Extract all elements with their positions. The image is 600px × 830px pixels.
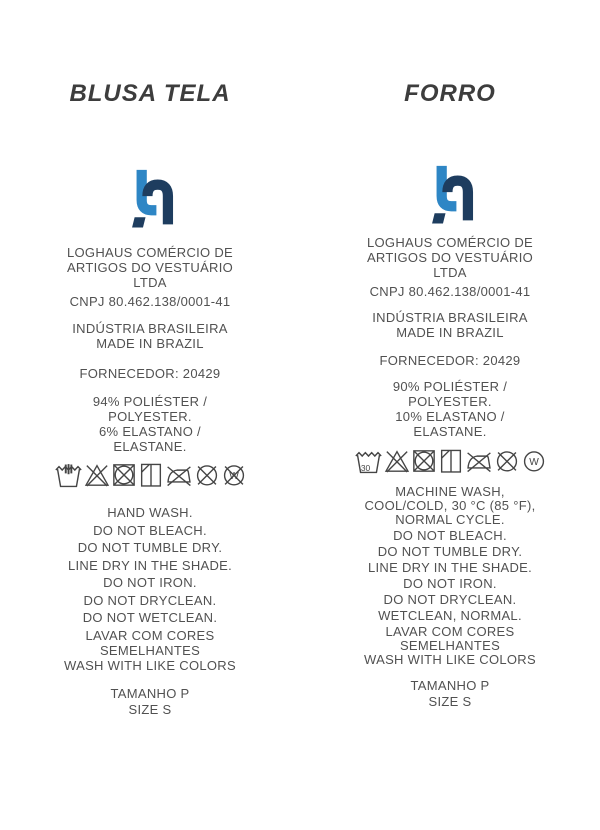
company-line: LOGHAUS COMÉRCIO DE	[66, 245, 234, 260]
do-not-dryclean-icon	[494, 448, 520, 474]
composition-line: 6% ELASTANO /	[99, 424, 201, 439]
do-not-dryclean-icon	[194, 462, 220, 488]
company-line: LTDA	[433, 265, 467, 280]
logo-navy-foot	[432, 213, 445, 223]
size-line: TAMANHO P	[110, 685, 190, 701]
care-symbols-row	[54, 459, 247, 491]
company-line: ARTIGOS DO VESTUÁRIO	[366, 250, 534, 265]
loghaus-logo	[418, 160, 482, 232]
size-line: SIZE S	[128, 701, 172, 717]
composition-line: 10% ELASTANO /	[395, 409, 505, 424]
care-symbols-row	[354, 445, 547, 477]
company-name	[325, 235, 575, 280]
label-column-forro	[300, 0, 600, 830]
care-line: WETCLEAN, NORMAL.	[378, 608, 522, 623]
company-line: ARTIGOS DO VESTUÁRIO	[66, 260, 234, 275]
do-not-bleach-icon	[84, 462, 110, 488]
care-line: DO NOT IRON.	[403, 576, 497, 591]
care-line: WASH WITH LIKE COLORS	[364, 652, 536, 667]
care-line: DO NOT IRON.	[103, 575, 197, 590]
line-dry-in-shade-icon	[438, 448, 464, 474]
do-not-tumble-dry-icon	[111, 462, 137, 488]
care-line: DO NOT BLEACH.	[393, 528, 507, 543]
origin-line: INDÚSTRIA BRASILEIRA	[72, 321, 228, 336]
care-line: LINE DRY IN THE SHADE.	[67, 557, 233, 573]
care-line: SEMELHANTES	[399, 638, 501, 653]
care-line: SEMELHANTES	[99, 642, 201, 658]
label-title: FORRO	[404, 80, 496, 107]
do-not-iron-icon	[465, 448, 493, 474]
wetclean-normal-icon	[521, 448, 547, 474]
composition-line: ELASTANE.	[113, 439, 187, 454]
company-line: LOGHAUS COMÉRCIO DE	[366, 235, 534, 250]
hand-wash-icon	[54, 462, 83, 489]
composition-line: ELASTANE.	[413, 424, 487, 439]
care-instructions	[25, 505, 275, 673]
do-not-tumble-dry-icon	[411, 448, 437, 474]
do-not-iron-icon	[165, 462, 193, 488]
care-line: MACHINE WASH,	[395, 484, 505, 499]
supplier-code: FORNECEDOR: 20429	[79, 366, 221, 381]
origin-text	[25, 321, 275, 351]
care-line: HAND WASH.	[107, 505, 193, 520]
care-line: NORMAL CYCLE.	[395, 512, 505, 527]
composition-line: 90% POLIÉSTER /	[392, 379, 508, 394]
care-line: DO NOT DRYCLEAN.	[383, 592, 517, 607]
loghaus-logo	[118, 164, 182, 236]
origin-line: MADE IN BRAZIL	[396, 325, 504, 340]
care-instructions	[325, 485, 575, 667]
care-line: DO NOT TUMBLE DRY.	[377, 544, 523, 559]
care-line: LINE DRY IN THE SHADE.	[367, 560, 533, 575]
care-line: LAVAR COM CORES	[385, 624, 515, 639]
logo-navy-foot	[132, 217, 145, 227]
company-name	[25, 245, 275, 290]
composition-line: POLYESTER.	[108, 409, 192, 424]
size-info	[325, 678, 575, 710]
size-line: SIZE S	[428, 694, 472, 709]
company-cnpj: CNPJ 80.462.138/0001-41	[369, 284, 531, 299]
composition-line: POLYESTER.	[408, 394, 492, 409]
care-line: DO NOT TUMBLE DRY.	[77, 540, 223, 555]
care-line: LAVAR COM CORES	[85, 627, 215, 643]
origin-line: INDÚSTRIA BRASILEIRA	[372, 310, 528, 325]
company-cnpj: CNPJ 80.462.138/0001-41	[69, 294, 231, 309]
care-line: DO NOT BLEACH.	[93, 522, 207, 538]
logo-navy-arch	[147, 185, 167, 225]
logo-navy-arch	[447, 181, 467, 221]
size-line: TAMANHO P	[410, 678, 490, 693]
composition-line: 94% POLIÉSTER /	[92, 394, 208, 409]
company-line: LTDA	[133, 275, 167, 290]
fabric-composition	[325, 379, 575, 439]
do-not-wetclean-icon	[221, 462, 247, 488]
do-not-bleach-icon	[384, 448, 410, 474]
care-line: COOL/COLD, 30 °C (85 °F),	[364, 498, 536, 513]
care-line: WASH WITH LIKE COLORS	[64, 657, 236, 673]
care-line: DO NOT DRYCLEAN.	[83, 592, 217, 608]
supplier-code: FORNECEDOR: 20429	[379, 353, 521, 368]
care-line: DO NOT WETCLEAN.	[82, 610, 218, 625]
origin-text	[325, 310, 575, 340]
origin-line: MADE IN BRAZIL	[96, 336, 204, 351]
line-dry-in-shade-icon	[138, 462, 164, 488]
fabric-composition	[25, 394, 275, 454]
size-info	[25, 686, 275, 718]
machine-wash-30-icon	[354, 448, 383, 475]
label-title: BLUSA TELA	[69, 80, 231, 107]
